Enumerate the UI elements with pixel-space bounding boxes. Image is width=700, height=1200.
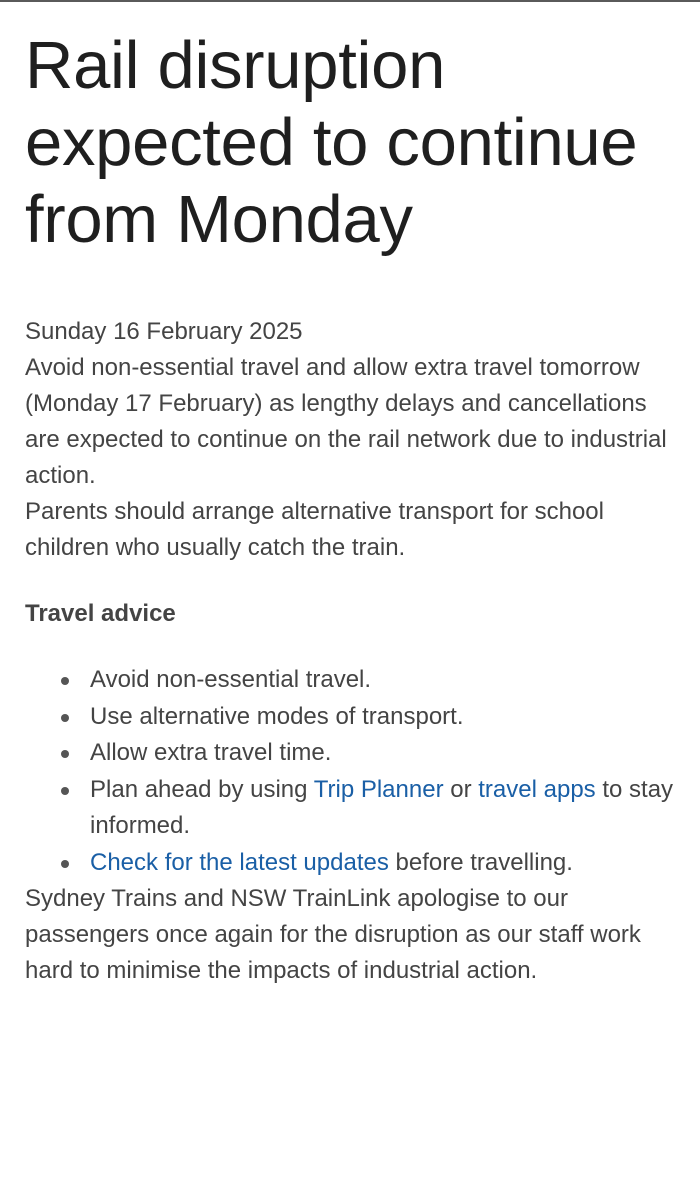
list-item (25, 845, 685, 882)
list-item-text-prefix: Plan ahead by using (90, 775, 314, 803)
list-item (25, 772, 685, 845)
latest-updates-link[interactable]: Check for the latest updates (90, 848, 389, 876)
publish-date: Sunday 16 February 2025 (25, 318, 303, 345)
travel-apps-link[interactable]: travel apps (478, 775, 596, 803)
bullet-icon (61, 750, 69, 758)
parents-paragraph: Parents should arrange alternative transport for school children who usually catch the train. (25, 498, 604, 561)
page-title: Rail disruption expected to continue from Monday (25, 28, 638, 257)
bullet-icon (61, 677, 69, 685)
list-item-text-suffix: before travelling. (388, 848, 573, 876)
travel-advice-list (25, 662, 685, 881)
bullet-icon (61, 787, 69, 795)
list-item-text-middle: or (443, 775, 479, 803)
trip-planner-link[interactable]: Trip Planner (313, 775, 444, 803)
list-item (25, 735, 685, 772)
travel-advice-heading: Travel advice (25, 600, 176, 627)
closing-paragraph: Sydney Trains and NSW TrainLink apologise to our passengers once again for the disruption as our staff work hard to minimise the impacts of industrial action. (25, 885, 641, 984)
list-item-text: Use alternative modes of transport. (90, 702, 464, 730)
intro-paragraph: Avoid non-essential travel and allow extra travel tomorrow (Monday 17 February) as lengthy delays and cancellations are expected to continue on the rail network due to industrial action. (25, 354, 667, 489)
list-item-text: Allow extra travel time. (90, 739, 332, 766)
list-item-text-suffix: to stay informed. (90, 775, 674, 839)
list-item (25, 662, 685, 699)
list-item-text: Avoid non-essential travel. (90, 666, 372, 693)
bullet-icon (61, 860, 69, 868)
bullet-icon (61, 714, 69, 722)
list-item (25, 699, 685, 736)
article (25, 0, 685, 989)
